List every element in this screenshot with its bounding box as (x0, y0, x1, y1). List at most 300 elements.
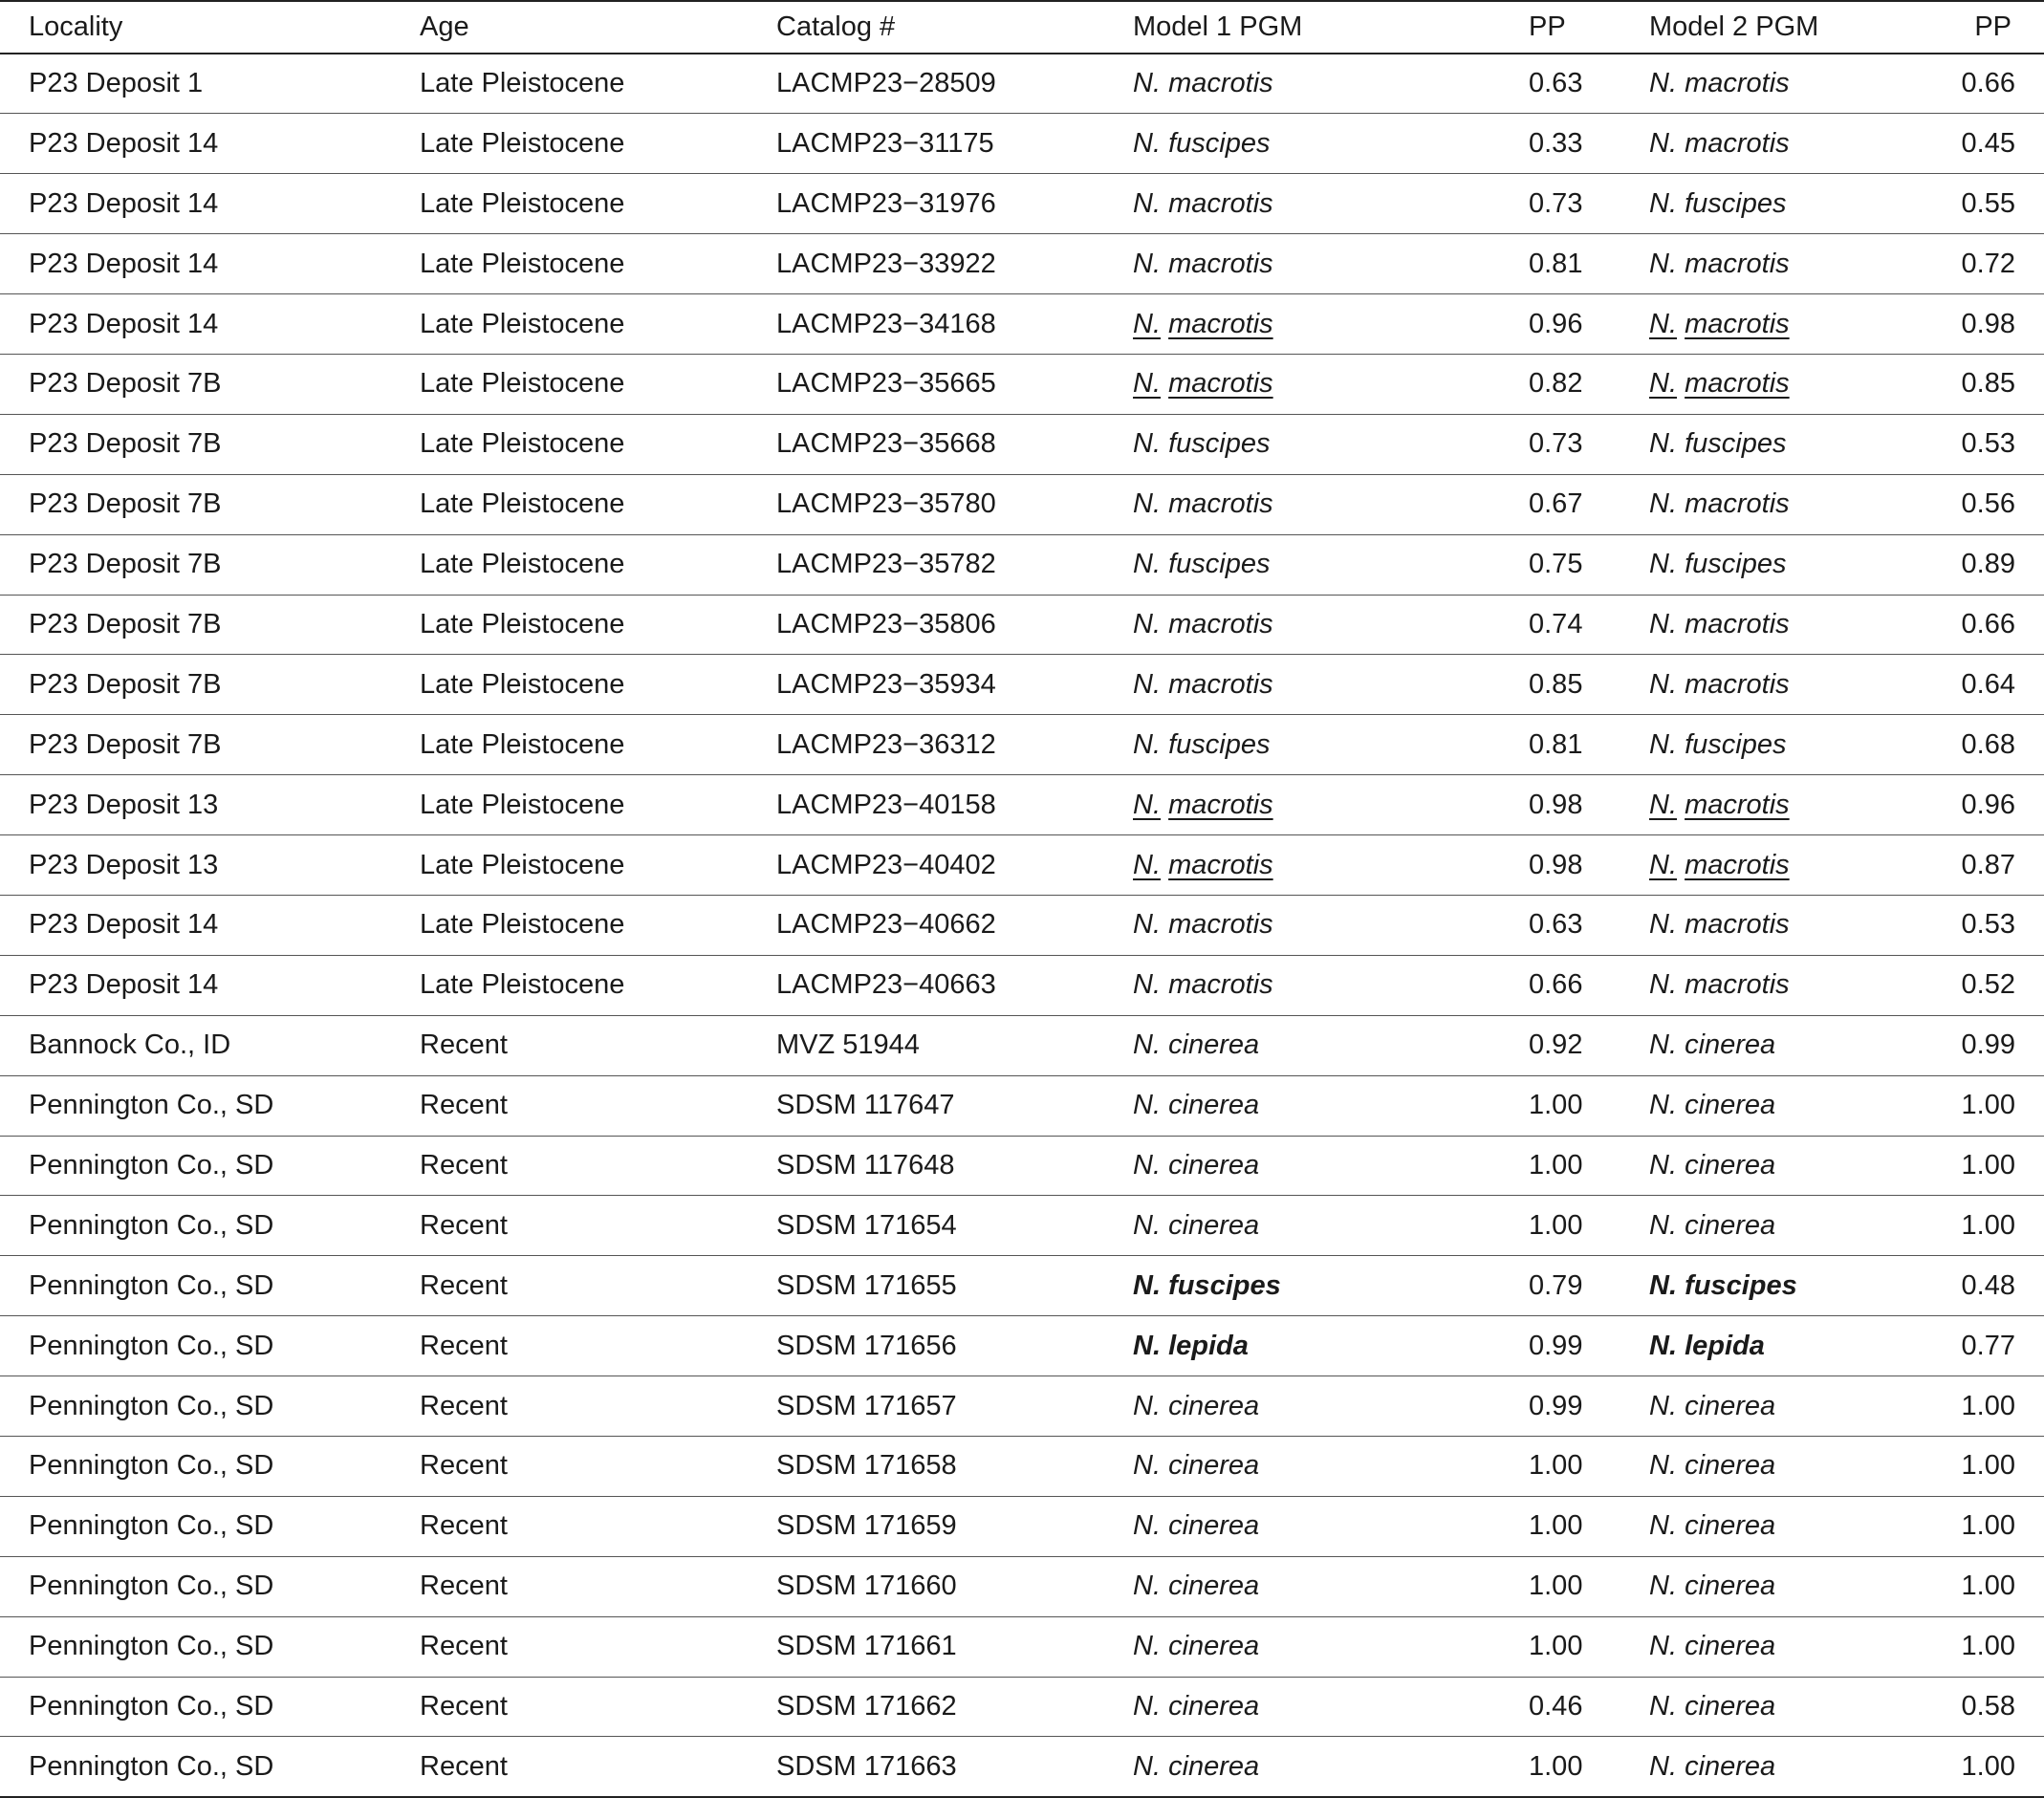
genus-abbrev: N. (1133, 668, 1161, 700)
cell-catalog: MVZ 51944 (776, 1015, 1133, 1075)
header-model1-pgm: Model 1 PGM (1133, 1, 1391, 54)
cell-model1-pgm (1133, 534, 1391, 595)
cell-model1-pgm (1133, 1075, 1391, 1136)
species-name (1133, 850, 1273, 880)
cell-age: Late Pleistocene (420, 775, 776, 835)
species-name (1133, 1331, 1249, 1361)
cell-locality: Pennington Co., SD (0, 1496, 420, 1556)
species-name (1133, 1450, 1259, 1481)
cell-model2-pgm (1649, 1316, 1907, 1376)
table-header (0, 1, 2044, 54)
cell-model1-pgm (1133, 1677, 1391, 1737)
table-row (0, 534, 2044, 595)
species-name (1649, 1510, 1775, 1541)
table-body (0, 54, 2044, 1797)
cell-model2-pp: 0.68 (1907, 715, 2044, 775)
table-row (0, 775, 2044, 835)
species-epithet: cinerea (1685, 1209, 1776, 1241)
species-name (1133, 1391, 1259, 1421)
cell-model1-pgm (1133, 174, 1391, 234)
cell-model2-pp: 0.98 (1907, 294, 2044, 355)
cell-model2-pp: 0.45 (1907, 114, 2044, 174)
cell-model2-pp: 0.96 (1907, 775, 2044, 835)
cell-model1-pgm (1133, 1737, 1391, 1797)
header-age: Age (420, 1, 776, 54)
cell-model1-pp: 0.81 (1391, 715, 1649, 775)
cell-catalog: SDSM 171654 (776, 1196, 1133, 1256)
cell-locality: P23 Deposit 14 (0, 955, 420, 1015)
cell-model1-pgm (1133, 414, 1391, 474)
cell-model1-pgm (1133, 1015, 1391, 1075)
cell-model2-pp: 0.85 (1907, 354, 2044, 414)
cell-catalog: SDSM 171661 (776, 1616, 1133, 1677)
cell-model2-pgm (1649, 1075, 1907, 1136)
species-name (1133, 1270, 1281, 1301)
cell-age: Recent (420, 1496, 776, 1556)
species-name (1133, 969, 1273, 1000)
cell-locality: P23 Deposit 13 (0, 835, 420, 896)
genus-abbrev: N. (1649, 68, 1677, 99)
species-epithet: macrotis (1685, 68, 1790, 99)
cell-locality: Bannock Co., ID (0, 1015, 420, 1075)
table-row (0, 174, 2044, 234)
species-name (1649, 1631, 1775, 1661)
species-name (1133, 549, 1270, 579)
cell-model2-pp: 0.58 (1907, 1677, 2044, 1737)
genus-abbrev: N. (1133, 368, 1161, 400)
species-epithet: cinerea (1168, 1090, 1260, 1121)
species-epithet: lepida (1168, 1330, 1249, 1361)
genus-abbrev: N. (1649, 127, 1677, 159)
cell-age: Late Pleistocene (420, 114, 776, 174)
species-epithet: cinerea (1685, 1631, 1776, 1662)
species-name (1133, 609, 1273, 639)
cell-model2-pgm (1649, 1256, 1907, 1316)
cell-model2-pp: 0.56 (1907, 474, 2044, 534)
species-name (1133, 1510, 1259, 1541)
species-epithet: macrotis (1685, 969, 1790, 1001)
species-epithet: macrotis (1685, 127, 1790, 159)
cell-locality: P23 Deposit 14 (0, 114, 420, 174)
species-epithet: cinerea (1168, 1209, 1260, 1241)
genus-abbrev: N. (1133, 68, 1161, 99)
genus-abbrev: N. (1649, 1510, 1677, 1542)
species-name (1649, 790, 1790, 820)
cell-model2-pgm (1649, 1737, 1907, 1797)
cell-model1-pp: 0.96 (1391, 294, 1649, 355)
cell-model1-pp: 0.81 (1391, 234, 1649, 294)
table-row (0, 955, 2044, 1015)
species-epithet: fuscipes (1685, 1269, 1797, 1301)
table-row (0, 655, 2044, 715)
species-name (1133, 669, 1273, 700)
header-model1-pp: PP (1391, 1, 1649, 54)
cell-model2-pgm (1649, 1677, 1907, 1737)
cell-model2-pgm (1649, 715, 1907, 775)
genus-abbrev: N. (1133, 1571, 1161, 1602)
cell-catalog: LACMP23−31976 (776, 174, 1133, 234)
table-row (0, 595, 2044, 655)
genus-abbrev: N. (1649, 909, 1677, 941)
cell-catalog: LACMP23−33922 (776, 234, 1133, 294)
table-row (0, 1556, 2044, 1616)
cell-model2-pp: 0.99 (1907, 1015, 2044, 1075)
genus-abbrev: N. (1649, 308, 1677, 339)
table-row (0, 1136, 2044, 1196)
cell-age: Late Pleistocene (420, 895, 776, 955)
cell-model1-pgm (1133, 54, 1391, 114)
genus-abbrev: N. (1649, 1690, 1677, 1722)
species-epithet: macrotis (1685, 909, 1790, 941)
cell-age: Recent (420, 1196, 776, 1256)
species-name (1133, 188, 1273, 219)
cell-catalog: LACMP23−31175 (776, 114, 1133, 174)
cell-locality: P23 Deposit 7B (0, 715, 420, 775)
table-row (0, 54, 2044, 114)
species-epithet: cinerea (1685, 1149, 1776, 1181)
species-epithet: cinerea (1168, 1631, 1260, 1662)
species-name (1133, 1090, 1259, 1120)
cell-model1-pgm (1133, 1376, 1391, 1437)
genus-abbrev: N. (1133, 728, 1161, 760)
species-name (1133, 68, 1273, 98)
species-epithet: macrotis (1685, 308, 1790, 339)
species-name (1649, 729, 1786, 760)
table-row (0, 1496, 2044, 1556)
cell-catalog: SDSM 117648 (776, 1136, 1133, 1196)
species-name (1649, 1751, 1775, 1782)
header-row (0, 1, 2044, 54)
species-name (1649, 1090, 1775, 1120)
species-name (1133, 128, 1270, 159)
cell-model2-pgm (1649, 775, 1907, 835)
species-epithet: macrotis (1168, 608, 1273, 639)
cell-model2-pp: 1.00 (1907, 1496, 2044, 1556)
cell-model1-pgm (1133, 595, 1391, 655)
cell-model1-pgm (1133, 1616, 1391, 1677)
cell-locality: P23 Deposit 14 (0, 234, 420, 294)
cell-age: Late Pleistocene (420, 595, 776, 655)
cell-locality: P23 Deposit 7B (0, 655, 420, 715)
cell-locality: Pennington Co., SD (0, 1075, 420, 1136)
cell-locality: Pennington Co., SD (0, 1256, 420, 1316)
genus-abbrev: N. (1133, 1029, 1161, 1061)
species-name (1649, 68, 1790, 98)
cell-catalog: LACMP23−28509 (776, 54, 1133, 114)
genus-abbrev: N. (1649, 1269, 1677, 1301)
species-name (1133, 1571, 1259, 1601)
table-row (0, 1436, 2044, 1496)
species-epithet: macrotis (1685, 849, 1790, 880)
genus-abbrev: N. (1649, 1571, 1677, 1602)
cell-age: Recent (420, 1376, 776, 1437)
species-epithet: cinerea (1685, 1390, 1776, 1421)
cell-model2-pgm (1649, 1616, 1907, 1677)
cell-model1-pp: 0.67 (1391, 474, 1649, 534)
cell-age: Recent (420, 1616, 776, 1677)
cell-model2-pp: 0.77 (1907, 1316, 2044, 1376)
cell-model1-pp: 1.00 (1391, 1556, 1649, 1616)
species-epithet: macrotis (1168, 969, 1273, 1001)
cell-catalog: LACMP23−40402 (776, 835, 1133, 896)
cell-model1-pgm (1133, 1256, 1391, 1316)
cell-model2-pp: 1.00 (1907, 1196, 2044, 1256)
cell-locality: Pennington Co., SD (0, 1616, 420, 1677)
cell-age: Late Pleistocene (420, 54, 776, 114)
cell-model1-pp: 0.98 (1391, 775, 1649, 835)
cell-catalog: LACMP23−40663 (776, 955, 1133, 1015)
table-row (0, 1075, 2044, 1136)
cell-age: Recent (420, 1015, 776, 1075)
cell-model1-pgm (1133, 1436, 1391, 1496)
cell-model1-pp: 1.00 (1391, 1737, 1649, 1797)
species-epithet: macrotis (1685, 789, 1790, 820)
genus-abbrev: N. (1649, 1450, 1677, 1482)
cell-model2-pp: 0.66 (1907, 54, 2044, 114)
species-name (1133, 309, 1273, 339)
species-name (1649, 1450, 1775, 1481)
cell-model1-pgm (1133, 895, 1391, 955)
cell-model1-pgm (1133, 1136, 1391, 1196)
species-epithet: cinerea (1168, 1750, 1260, 1782)
species-name (1133, 1751, 1259, 1782)
cell-model1-pp: 1.00 (1391, 1616, 1649, 1677)
species-name (1649, 850, 1790, 880)
cell-model2-pgm (1649, 655, 1907, 715)
cell-model2-pgm (1649, 54, 1907, 114)
cell-model2-pp: 1.00 (1907, 1616, 2044, 1677)
cell-model2-pp: 1.00 (1907, 1436, 2044, 1496)
header-model2-pp: PP (1907, 1, 2044, 54)
cell-catalog: LACMP23−35780 (776, 474, 1133, 534)
cell-age: Recent (420, 1737, 776, 1797)
species-epithet: cinerea (1685, 1571, 1776, 1602)
header-catalog: Catalog # (776, 1, 1133, 54)
species-epithet: fuscipes (1168, 127, 1271, 159)
cell-age: Late Pleistocene (420, 835, 776, 896)
cell-model2-pp: 1.00 (1907, 1737, 2044, 1797)
cell-model1-pp: 0.33 (1391, 114, 1649, 174)
genus-abbrev: N. (1649, 1631, 1677, 1662)
species-epithet: fuscipes (1168, 728, 1271, 760)
species-name (1133, 909, 1273, 940)
species-name (1649, 969, 1790, 1000)
species-epithet: cinerea (1685, 1029, 1776, 1061)
species-name (1649, 1331, 1765, 1361)
cell-age: Recent (420, 1256, 776, 1316)
species-name (1649, 1571, 1775, 1601)
species-name (1649, 1270, 1797, 1301)
cell-model2-pp: 1.00 (1907, 1136, 2044, 1196)
header-locality: Locality (0, 1, 420, 54)
genus-abbrev: N. (1649, 1330, 1677, 1361)
table-row (0, 414, 2044, 474)
cell-model1-pp: 0.99 (1391, 1376, 1649, 1437)
species-name (1649, 309, 1790, 339)
species-name (1133, 1029, 1259, 1060)
cell-model2-pgm (1649, 354, 1907, 414)
genus-abbrev: N. (1649, 668, 1677, 700)
cell-model2-pgm (1649, 474, 1907, 534)
table-row (0, 1316, 2044, 1376)
species-name (1649, 249, 1790, 279)
cell-model1-pp: 1.00 (1391, 1075, 1649, 1136)
species-epithet: macrotis (1168, 68, 1273, 99)
cell-model1-pp: 0.98 (1391, 835, 1649, 896)
species-epithet: macrotis (1168, 849, 1273, 880)
cell-model2-pgm (1649, 1196, 1907, 1256)
cell-model2-pgm (1649, 1556, 1907, 1616)
genus-abbrev: N. (1649, 728, 1677, 760)
table-row (0, 1015, 2044, 1075)
table-row (0, 294, 2044, 355)
cell-model2-pp: 0.53 (1907, 895, 2044, 955)
cell-model2-pgm (1649, 114, 1907, 174)
cell-model1-pp: 0.46 (1391, 1677, 1649, 1737)
cell-locality: Pennington Co., SD (0, 1737, 420, 1797)
genus-abbrev: N. (1133, 969, 1161, 1001)
species-epithet: cinerea (1168, 1029, 1260, 1061)
cell-model2-pp: 0.52 (1907, 955, 2044, 1015)
species-epithet: macrotis (1168, 789, 1273, 820)
species-epithet: cinerea (1685, 1750, 1776, 1782)
cell-model1-pp: 0.85 (1391, 655, 1649, 715)
genus-abbrev: N. (1133, 248, 1161, 279)
cell-catalog: LACMP23−36312 (776, 715, 1133, 775)
genus-abbrev: N. (1649, 488, 1677, 520)
species-name (1649, 428, 1786, 459)
table-row (0, 1737, 2044, 1797)
cell-locality: Pennington Co., SD (0, 1196, 420, 1256)
species-name (1133, 1150, 1259, 1181)
species-epithet: macrotis (1168, 368, 1273, 400)
cell-age: Late Pleistocene (420, 414, 776, 474)
cell-model1-pp: 0.79 (1391, 1256, 1649, 1316)
cell-model2-pp: 0.55 (1907, 174, 2044, 234)
species-epithet: cinerea (1168, 1571, 1260, 1602)
species-epithet: fuscipes (1685, 728, 1787, 760)
species-epithet: macrotis (1168, 488, 1273, 520)
cell-locality: P23 Deposit 14 (0, 895, 420, 955)
cell-catalog: LACMP23−35782 (776, 534, 1133, 595)
cell-model2-pgm (1649, 955, 1907, 1015)
cell-model2-pp: 1.00 (1907, 1376, 2044, 1437)
species-epithet: cinerea (1168, 1690, 1260, 1722)
species-name (1133, 249, 1273, 279)
cell-model1-pp: 0.63 (1391, 895, 1649, 955)
species-name (1133, 729, 1270, 760)
table-row (0, 1256, 2044, 1316)
cell-model2-pp: 0.66 (1907, 595, 2044, 655)
cell-model2-pgm (1649, 595, 1907, 655)
cell-age: Recent (420, 1136, 776, 1196)
cell-model1-pp: 1.00 (1391, 1136, 1649, 1196)
genus-abbrev: N. (1133, 428, 1161, 460)
table-row (0, 114, 2044, 174)
genus-abbrev: N. (1133, 1390, 1161, 1421)
genus-abbrev: N. (1649, 1390, 1677, 1421)
table-row (0, 715, 2044, 775)
species-epithet: cinerea (1168, 1149, 1260, 1181)
species-epithet: cinerea (1685, 1090, 1776, 1121)
cell-age: Late Pleistocene (420, 294, 776, 355)
cell-model2-pgm (1649, 1136, 1907, 1196)
cell-model1-pgm (1133, 474, 1391, 534)
cell-catalog: SDSM 171656 (776, 1316, 1133, 1376)
cell-catalog: SDSM 117647 (776, 1075, 1133, 1136)
header-model2-pgm: Model 2 PGM (1649, 1, 1907, 54)
cell-locality: Pennington Co., SD (0, 1556, 420, 1616)
cell-model1-pgm (1133, 1316, 1391, 1376)
species-epithet: cinerea (1685, 1450, 1776, 1482)
genus-abbrev: N. (1649, 1090, 1677, 1121)
cell-model2-pgm (1649, 234, 1907, 294)
cell-age: Late Pleistocene (420, 174, 776, 234)
cell-catalog: SDSM 171655 (776, 1256, 1133, 1316)
genus-abbrev: N. (1133, 1330, 1161, 1361)
genus-abbrev: N. (1133, 1149, 1161, 1181)
species-name (1649, 1691, 1775, 1722)
cell-catalog: LACMP23−35806 (776, 595, 1133, 655)
cell-age: Recent (420, 1316, 776, 1376)
cell-locality: P23 Deposit 13 (0, 775, 420, 835)
cell-model1-pgm (1133, 715, 1391, 775)
cell-age: Late Pleistocene (420, 655, 776, 715)
species-epithet: macrotis (1168, 187, 1273, 219)
genus-abbrev: N. (1133, 308, 1161, 339)
cell-model1-pp: 1.00 (1391, 1196, 1649, 1256)
genus-abbrev: N. (1133, 909, 1161, 941)
cell-model2-pgm (1649, 294, 1907, 355)
species-epithet: cinerea (1685, 1690, 1776, 1722)
species-epithet: fuscipes (1168, 1269, 1281, 1301)
species-epithet: macrotis (1685, 248, 1790, 279)
cell-model2-pgm (1649, 174, 1907, 234)
cell-age: Recent (420, 1075, 776, 1136)
cell-model2-pgm (1649, 414, 1907, 474)
cell-age: Late Pleistocene (420, 474, 776, 534)
cell-model2-pgm (1649, 895, 1907, 955)
species-name (1649, 1391, 1775, 1421)
cell-model1-pgm (1133, 1196, 1391, 1256)
species-epithet: macrotis (1168, 668, 1273, 700)
species-epithet: cinerea (1685, 1510, 1776, 1542)
cell-model2-pgm (1649, 1436, 1907, 1496)
genus-abbrev: N. (1649, 1750, 1677, 1782)
cell-locality: Pennington Co., SD (0, 1436, 420, 1496)
cell-age: Late Pleistocene (420, 715, 776, 775)
genus-abbrev: N. (1133, 1209, 1161, 1241)
genus-abbrev: N. (1649, 1149, 1677, 1181)
cell-age: Recent (420, 1556, 776, 1616)
genus-abbrev: N. (1649, 969, 1677, 1001)
genus-abbrev: N. (1133, 608, 1161, 639)
cell-model1-pp: 0.63 (1391, 54, 1649, 114)
species-name (1649, 188, 1786, 219)
cell-catalog: SDSM 171659 (776, 1496, 1133, 1556)
cell-model2-pgm (1649, 835, 1907, 896)
genus-abbrev: N. (1133, 1510, 1161, 1542)
species-name (1133, 790, 1273, 820)
cell-locality: P23 Deposit 7B (0, 595, 420, 655)
genus-abbrev: N. (1649, 428, 1677, 460)
table-row (0, 1677, 2044, 1737)
genus-abbrev: N. (1133, 849, 1161, 880)
cell-catalog: LACMP23−35665 (776, 354, 1133, 414)
cell-model1-pp: 0.66 (1391, 955, 1649, 1015)
cell-locality: P23 Deposit 7B (0, 354, 420, 414)
cell-catalog: LACMP23−34168 (776, 294, 1133, 355)
